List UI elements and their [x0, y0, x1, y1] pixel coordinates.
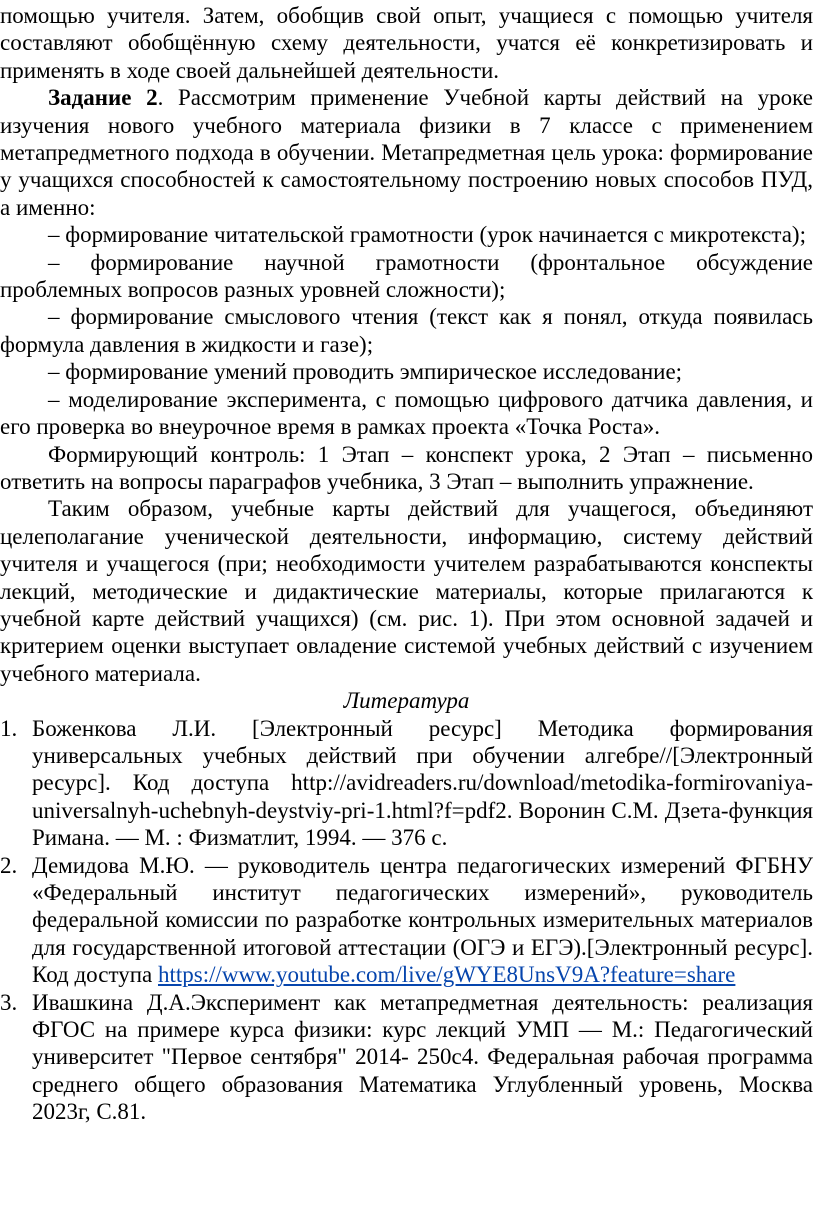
reference-number: 3.	[0, 989, 18, 1015]
paragraph-task-2	[0, 84, 813, 221]
bullet-item: – формирование читательской грамотности (урок начинается с микротекста);	[48, 222, 806, 248]
reference-link[interactable]: https://www.youtube.com/live/gWYE8UnsV9A?feature=share	[157, 962, 736, 988]
paragraph-intro: помощью учителя. Затем, обобщив свой опыт, учащиеся с помощью учителя составляют обобщённую схему деятельности, учатся её конкретизировать и применять в ходе своей дальнейшей деятельности.	[0, 3, 813, 83]
reference-text: Ивашкина Д.А.Эксперимент как метапредметная деятельность: реализация ФГОС на примере курса физики: курс лекций УМП — М.: Педагогический университет "Первое сентября" 2014- 250с4. Федеральная рабочая программа среднего общего образования Математика Углубленный уровень, Москва 2023г, С.81.	[32, 989, 813, 1125]
bullet-item: – формирование смыслового чтения (текст как я понял, откуда появилась формула давления в жидкости и газе);	[0, 304, 813, 357]
reference-item	[0, 989, 813, 1126]
task-label: Задание 2	[48, 85, 158, 111]
bullet-item: – формирование научной грамотности (фронтальное обсуждение проблемных вопросов разных уровней сложности);	[0, 249, 813, 303]
paragraph-conclusion: Таким образом, учебные карты действий для учащегося, объединяют целеполагание ученической деятельности, информацию, систему действий учителя и учащегося (при; необходимости учителем разрабатываются конспекты лекций, методические и дидактические материалы, которые прилагаются к учебной карте действий учащихся) (см. рис. 1). При этом основной задачей и критерием оценки выступает овладение системой учебных действий с изучением учебного материала.	[0, 496, 813, 686]
task-text: . Рассмотрим применение Учебной карты действий на уроке изучения нового учебного материала физики в 7 классе с применением метапредметного подхода в обучении. Метапредметная цель урока: формирование у учащихся способностей к самостоятельному построению новых способов ПУД, а именно:	[0, 85, 813, 220]
reference-number: 1.	[0, 715, 18, 741]
paragraph-control: Формирующий контроль: 1 Этап – конспект урока, 2 Этап – письменно ответить на вопросы параграфов учебника, 3 Этап – выполнить упражнение.	[0, 441, 813, 494]
bullet-item: – моделирование эксперимента, с помощью цифрового датчика давления, и его проверка во внеурочное время в рамках проекта «Точка Роста».	[0, 386, 813, 440]
reference-item	[0, 715, 813, 852]
reference-number: 2.	[0, 852, 18, 878]
reference-text: Демидова М.Ю. — руководитель центра педагогических измерений ФГБНУ «Федеральный институт педагогических измерений», руководитель федеральной комиссии по разработке контрольных измерительных материалов для государственной итоговой аттестации (ОГЭ и ЕГЭ).[Электронный ресурс]. Код доступа	[32, 852, 813, 988]
references-list	[0, 715, 813, 1126]
reference-item	[0, 852, 813, 989]
reference-text: Боженкова Л.И. [Электронный ресурс] Методика формирования универсальных учебных действий при обучении алгебре//[Электронный ресурс]. Код доступа http://avidreaders.ru/download/metodika-formirovaniya-universalnyh-uchebnyh-deystviy-pri-1.html?f=pdf2. Воронин С.М. Дзета-функция Римана. — М. : Физматлит, 1994. — 376 с.	[32, 715, 813, 851]
bullet-item: – формирование умений проводить эмпирическое исследование;	[48, 359, 683, 385]
references-heading: Литература	[343, 688, 470, 714]
